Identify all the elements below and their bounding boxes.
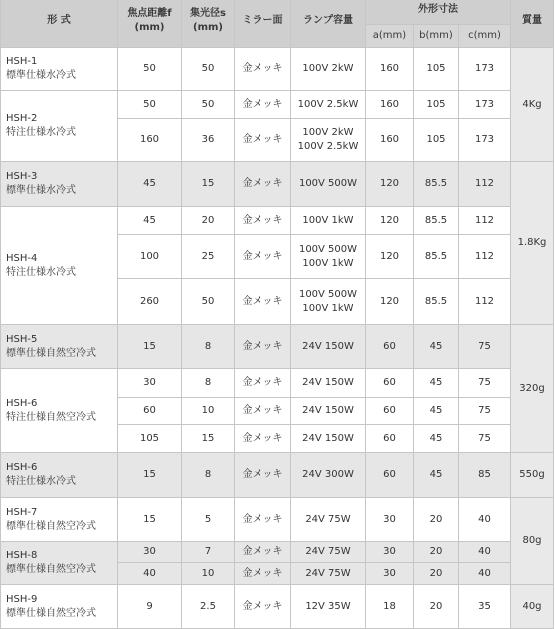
dim-a-cell: 30 <box>366 542 414 563</box>
table-row <box>1 48 554 91</box>
focal-cell: 15 <box>118 498 182 542</box>
focal-cell: 100 <box>118 235 182 279</box>
model-cell <box>1 542 118 585</box>
spot-cell: 36 <box>182 119 235 162</box>
focal-cell: 9 <box>118 585 182 629</box>
dim-a-cell: 60 <box>366 425 414 453</box>
spot-cell: 25 <box>182 235 235 279</box>
dim-a-cell: 120 <box>366 279 414 325</box>
lamp-cell: 24V 75W <box>291 542 366 563</box>
dim-a-cell: 120 <box>366 235 414 279</box>
dim-c-cell: 173 <box>459 91 511 119</box>
focal-cell: 260 <box>118 279 182 325</box>
focal-cell: 160 <box>118 119 182 162</box>
model-desc: 特注仕様水冷式 <box>6 476 76 487</box>
dim-b-cell: 85.5 <box>414 279 459 325</box>
mirror-cell: 金メッキ <box>235 542 291 563</box>
mirror-cell: 金メッキ <box>235 498 291 542</box>
mirror-cell: 金メッキ <box>235 162 291 207</box>
lamp-cell: 24V 75W <box>291 563 366 585</box>
table-row <box>1 453 554 498</box>
dim-b-cell: 45 <box>414 453 459 498</box>
table-row <box>1 91 554 119</box>
mirror-cell: 金メッキ <box>235 48 291 91</box>
dim-a-cell: 60 <box>366 453 414 498</box>
spot-cell: 15 <box>182 162 235 207</box>
header-mass: 質量 <box>511 0 554 48</box>
dim-b-cell: 20 <box>414 585 459 629</box>
dim-c-cell: 75 <box>459 369 511 398</box>
spot-cell: 2.5 <box>182 585 235 629</box>
dim-b-cell: 105 <box>414 119 459 162</box>
lamp-cell: 100V 500W <box>291 162 366 207</box>
lamp-cell <box>291 235 366 279</box>
header-spot <box>182 0 235 48</box>
model-id: HSH-5 <box>6 333 38 345</box>
spot-cell: 10 <box>182 563 235 585</box>
model-desc: 標準仕様水冷式 <box>6 185 76 196</box>
header-c: c(mm) <box>459 25 511 48</box>
model-cell <box>1 91 118 162</box>
dim-b-cell: 45 <box>414 398 459 425</box>
spot-cell: 50 <box>182 48 235 91</box>
mirror-cell: 金メッキ <box>235 563 291 585</box>
header-focal-label: 焦点距離f <box>127 8 172 19</box>
table-row <box>1 369 554 398</box>
mirror-cell: 金メッキ <box>235 235 291 279</box>
lamp-line: 100V 1kW <box>302 302 354 314</box>
lamp-cell: 24V 150W <box>291 425 366 453</box>
dim-c-cell: 75 <box>459 398 511 425</box>
table-row <box>1 207 554 235</box>
model-cell <box>1 207 118 325</box>
model-id: HSH-7 <box>6 506 38 518</box>
dim-a-cell: 30 <box>366 563 414 585</box>
dim-c-cell: 75 <box>459 325 511 369</box>
dim-c-cell: 173 <box>459 119 511 162</box>
dim-b-cell: 20 <box>414 498 459 542</box>
dim-a-cell: 60 <box>366 369 414 398</box>
header-mirror: ミラー面 <box>235 0 291 48</box>
model-id: HSH-4 <box>6 252 38 264</box>
lamp-cell <box>291 119 366 162</box>
lamp-cell: 24V 300W <box>291 453 366 498</box>
dim-c-cell: 40 <box>459 563 511 585</box>
mirror-cell: 金メッキ <box>235 369 291 398</box>
dim-c-cell: 112 <box>459 162 511 207</box>
model-cell <box>1 498 118 542</box>
lamp-line: 100V 500W <box>298 243 358 255</box>
dim-a-cell: 60 <box>366 325 414 369</box>
dim-a-cell: 60 <box>366 398 414 425</box>
model-desc: 標準仕様水冷式 <box>6 70 76 81</box>
mass-cell: 1.8Kg <box>511 162 554 325</box>
spot-cell: 8 <box>182 453 235 498</box>
dim-a-cell: 120 <box>366 207 414 235</box>
lamp-cell: 24V 150W <box>291 369 366 398</box>
spot-cell: 7 <box>182 542 235 563</box>
dim-b-cell: 20 <box>414 563 459 585</box>
dim-b-cell: 45 <box>414 325 459 369</box>
mass-cell: 40g <box>511 585 554 629</box>
focal-cell: 105 <box>118 425 182 453</box>
model-desc: 標準仕様自然空冷式 <box>6 564 96 575</box>
lamp-line: 100V 1kW <box>302 257 354 269</box>
model-desc: 標準仕様自然空冷式 <box>6 520 96 532</box>
spot-cell: 50 <box>182 91 235 119</box>
model-cell <box>1 369 118 453</box>
focal-cell: 50 <box>118 48 182 91</box>
model-id: HSH-1 <box>6 56 38 67</box>
focal-cell: 15 <box>118 325 182 369</box>
focal-cell: 30 <box>118 369 182 398</box>
dim-a-cell: 160 <box>366 119 414 162</box>
model-desc: 特注仕様自然空冷式 <box>6 411 96 423</box>
mirror-cell: 金メッキ <box>235 585 291 629</box>
mirror-cell: 金メッキ <box>235 453 291 498</box>
model-id: HSH-8 <box>6 550 38 561</box>
dim-b-cell: 85.5 <box>414 162 459 207</box>
focal-cell: 40 <box>118 563 182 585</box>
lamp-cell: 24V 150W <box>291 325 366 369</box>
mirror-cell: 金メッキ <box>235 119 291 162</box>
dim-a-cell: 160 <box>366 91 414 119</box>
dim-c-cell: 112 <box>459 235 511 279</box>
mass-cell: 4Kg <box>511 48 554 162</box>
mirror-cell: 金メッキ <box>235 325 291 369</box>
header-model: 形 式 <box>1 0 118 48</box>
mirror-cell: 金メッキ <box>235 279 291 325</box>
lamp-cell: 100V 1kW <box>291 207 366 235</box>
header-b: b(mm) <box>414 25 459 48</box>
model-cell <box>1 48 118 91</box>
dim-a-cell: 120 <box>366 162 414 207</box>
lamp-cell: 12V 35W <box>291 585 366 629</box>
lamp-cell: 100V 2.5kW <box>291 91 366 119</box>
table-row <box>1 325 554 369</box>
mirror-cell: 金メッキ <box>235 398 291 425</box>
dim-c-cell: 112 <box>459 207 511 235</box>
focal-cell: 50 <box>118 91 182 119</box>
header-dims: 外形寸法 <box>366 0 511 25</box>
lamp-line: 100V 2.5kW <box>297 141 359 152</box>
spot-cell: 8 <box>182 325 235 369</box>
spot-cell: 20 <box>182 207 235 235</box>
dim-c-cell: 40 <box>459 498 511 542</box>
mirror-cell: 金メッキ <box>235 425 291 453</box>
model-id: HSH-2 <box>6 113 38 124</box>
lamp-line: 100V 500W <box>298 288 358 300</box>
header-focal-unit: (mm) <box>134 22 165 33</box>
spot-cell: 5 <box>182 498 235 542</box>
dim-c-cell: 173 <box>459 48 511 91</box>
dim-b-cell: 105 <box>414 91 459 119</box>
model-desc: 標準仕様自然空冷式 <box>6 607 96 619</box>
dim-c-cell: 40 <box>459 542 511 563</box>
mass-cell: 550g <box>511 453 554 498</box>
table-row <box>1 585 554 629</box>
dim-c-cell: 112 <box>459 279 511 325</box>
model-desc: 特注仕様水冷式 <box>6 266 76 278</box>
spot-cell: 10 <box>182 398 235 425</box>
table-row <box>1 542 554 563</box>
focal-cell: 60 <box>118 398 182 425</box>
header-spot-unit: (mm) <box>193 22 223 33</box>
table-row <box>1 162 554 207</box>
dim-c-cell: 35 <box>459 585 511 629</box>
model-cell <box>1 453 118 498</box>
model-desc: 標準仕様自然空冷式 <box>6 347 96 359</box>
lamp-cell: 24V 150W <box>291 398 366 425</box>
lamp-cell: 100V 2kW <box>291 48 366 91</box>
model-cell <box>1 325 118 369</box>
dim-b-cell: 20 <box>414 542 459 563</box>
focal-cell: 30 <box>118 542 182 563</box>
header-a: a(mm) <box>366 25 414 48</box>
model-id: HSH-9 <box>6 593 38 605</box>
header-lamp: ランプ容量 <box>291 0 366 48</box>
dim-b-cell: 105 <box>414 48 459 91</box>
focal-cell: 45 <box>118 162 182 207</box>
focal-cell: 45 <box>118 207 182 235</box>
dim-b-cell: 45 <box>414 425 459 453</box>
lamp-cell: 24V 75W <box>291 498 366 542</box>
model-id: HSH-6 <box>6 397 38 409</box>
dim-c-cell: 75 <box>459 425 511 453</box>
dim-a-cell: 30 <box>366 498 414 542</box>
spot-cell: 50 <box>182 279 235 325</box>
mass-cell: 320g <box>511 325 554 453</box>
header-spot-label: 集光径s <box>190 8 226 19</box>
dim-b-cell: 85.5 <box>414 235 459 279</box>
model-desc: 特注仕様水冷式 <box>6 127 76 138</box>
focal-cell: 15 <box>118 453 182 498</box>
model-id: HSH-6 <box>6 462 38 473</box>
dim-c-cell: 85 <box>459 453 511 498</box>
mass-cell: 80g <box>511 498 554 585</box>
spot-cell: 8 <box>182 369 235 398</box>
lamp-line: 100V 2kW <box>302 127 354 138</box>
lamp-cell <box>291 279 366 325</box>
table-row <box>1 498 554 542</box>
model-cell <box>1 162 118 207</box>
header-focal <box>118 0 182 48</box>
mirror-cell: 金メッキ <box>235 207 291 235</box>
model-cell <box>1 585 118 629</box>
mirror-cell: 金メッキ <box>235 91 291 119</box>
dim-b-cell: 45 <box>414 369 459 398</box>
dim-b-cell: 85.5 <box>414 207 459 235</box>
dim-a-cell: 18 <box>366 585 414 629</box>
dim-a-cell: 160 <box>366 48 414 91</box>
spot-cell: 15 <box>182 425 235 453</box>
model-id: HSH-3 <box>6 171 38 182</box>
